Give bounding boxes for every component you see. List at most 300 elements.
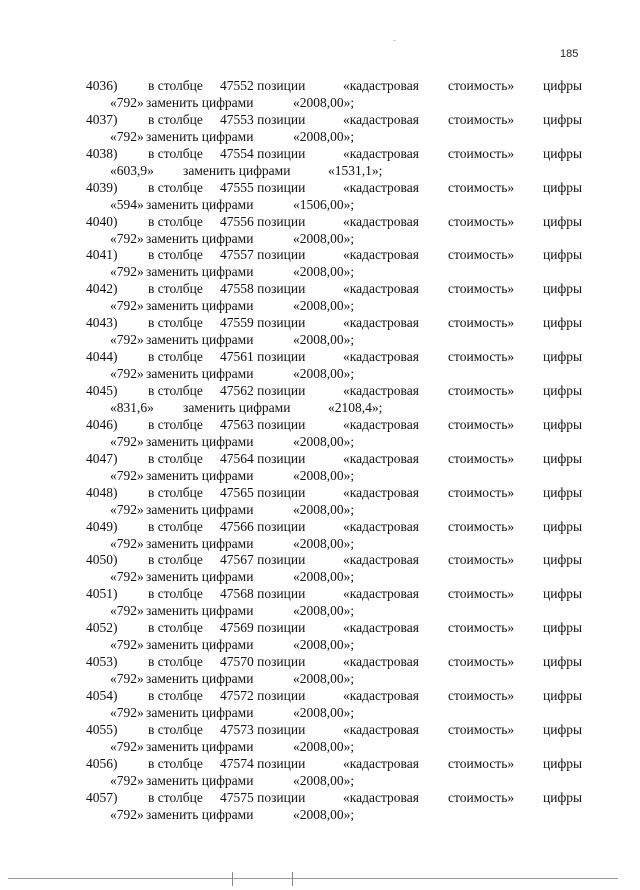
amendment-second-line [0,196,640,213]
cadastral-text: «кадастровая [343,789,419,805]
in-column-text: в столбце [148,450,203,466]
amendment-first-line [0,348,640,365]
amendment-first-line [0,280,640,297]
amendment-second-line [0,297,640,314]
new-value: «2008,00»; [293,569,355,585]
column-code: 47557 [220,247,254,263]
new-value: «1506,00»; [293,196,355,212]
amendment-first-line [0,450,640,467]
value-text: стоимость» [448,688,515,704]
position-text: позиции [257,484,306,500]
old-value: «792» [110,705,144,721]
in-column-text: в столбце [148,383,203,399]
old-value: «792» [110,366,144,382]
cadastral-text: «кадастровая [343,247,419,263]
amendment-item [0,382,640,416]
cadastral-text: «кадастровая [343,518,419,534]
amendment-first-line [0,518,640,535]
replace-text: заменить цифрами [146,264,254,280]
column-code: 47570 [220,654,254,670]
amendment-second-line [0,772,640,789]
value-text: стоимость» [448,755,515,771]
digits-text: цифры [543,145,583,161]
column-code: 47566 [220,518,254,534]
column-position-text [220,450,305,467]
column-position-text [220,382,305,399]
value-text: стоимость» [448,654,515,670]
replace-text: заменить цифрами [146,637,254,653]
new-value: «2008,00»; [293,603,355,619]
item-number: 4044) [86,349,118,365]
cadastral-text: «кадастровая [343,111,419,127]
column-code: 47562 [220,383,254,399]
amendment-item [0,314,640,348]
replace-text: заменить цифрами [146,569,254,585]
column-position-text [220,551,305,568]
old-value: «792» [110,298,144,314]
column-position-text [220,619,305,636]
position-text: позиции [257,383,306,399]
in-column-text: в столбце [148,179,203,195]
replace-text: заменить цифрами [146,128,254,144]
digits-text: цифры [543,78,583,93]
amendment-item [0,619,640,653]
replace-text: заменить цифрами [146,705,254,721]
new-value: «2008,00»; [293,705,355,721]
item-number: 4057) [86,789,118,805]
amendment-item [0,246,640,280]
new-value: «2008,00»; [293,467,355,483]
old-value: «792» [110,433,144,449]
replace-text: заменить цифрами [146,366,254,382]
amendment-item [0,484,640,518]
digits-text: цифры [543,789,583,805]
amendment-second-line [0,738,640,755]
amendment-item [0,280,640,314]
new-value: «1531,1»; [328,162,383,178]
replace-text: заменить цифрами [146,196,254,212]
amendment-first-line [0,551,640,568]
position-text: позиции [257,518,306,534]
cadastral-text: «кадастровая [343,688,419,704]
item-number: 4054) [86,688,118,704]
column-code: 47559 [220,315,254,331]
amendment-item [0,721,640,755]
column-position-text [220,280,305,297]
column-code: 47552 [220,78,254,93]
column-position-text [220,484,305,501]
amendment-first-line [0,789,640,806]
column-code: 47568 [220,586,254,602]
value-text: стоимость» [448,247,515,263]
value-text: стоимость» [448,586,515,602]
amendment-item [0,416,640,450]
amendment-second-line [0,670,640,687]
column-position-text [220,145,305,162]
replace-text: заменить цифрами [146,230,254,246]
digits-text: цифры [543,620,583,636]
old-value: «792» [110,264,144,280]
position-text: позиции [257,586,306,602]
position-text: позиции [257,247,306,263]
value-text: стоимость» [448,315,515,331]
amendment-second-line [0,602,640,619]
amendment-second-line [0,433,640,450]
amendment-second-line [0,331,640,348]
old-value: «792» [110,806,144,822]
cadastral-text: «кадастровая [343,586,419,602]
cadastral-text: «кадастровая [343,416,419,432]
column-position-text [220,789,305,806]
in-column-text: в столбце [148,755,203,771]
new-value: «2008,00»; [293,95,355,110]
in-column-text: в столбце [148,78,203,93]
digits-text: цифры [543,518,583,534]
replace-text: заменить цифрами [146,772,254,788]
position-text: позиции [257,620,306,636]
cadastral-text: «кадастровая [343,78,419,93]
position-text: позиции [257,145,306,161]
replace-text: заменить цифрами [146,332,254,348]
new-value: «2008,00»; [293,332,355,348]
old-value: «792» [110,467,144,483]
cadastral-text: «кадастровая [343,654,419,670]
cadastral-text: «кадастровая [343,552,419,568]
digits-text: цифры [543,721,583,737]
amendment-first-line [0,314,640,331]
amendment-second-line [0,704,640,721]
column-position-text [220,653,305,670]
amendment-second-line [0,806,640,823]
cadastral-text: «кадастровая [343,315,419,331]
item-number: 4045) [86,383,118,399]
column-position-text [220,721,305,738]
new-value: «2008,00»; [293,298,355,314]
new-value: «2008,00»; [293,501,355,517]
amendment-item [0,755,640,789]
amendment-second-line [0,501,640,518]
new-value: «2008,00»; [293,230,355,246]
column-code: 47565 [220,484,254,500]
digits-text: цифры [543,416,583,432]
column-code: 47555 [220,179,254,195]
amendment-second-line [0,568,640,585]
column-code: 47573 [220,721,254,737]
amendment-first-line [0,484,640,501]
item-number: 4052) [86,620,118,636]
column-code: 47558 [220,281,254,297]
in-column-text: в столбце [148,349,203,365]
position-text: позиции [257,78,306,93]
column-position-text [220,687,305,704]
amendment-second-line [0,230,640,247]
scan-mark [393,40,396,41]
amendment-second-line [0,636,640,653]
in-column-text: в столбце [148,552,203,568]
item-number: 4050) [86,552,118,568]
value-text: стоимость» [448,518,515,534]
cadastral-text: «кадастровая [343,755,419,771]
new-value: «2008,00»; [293,535,355,551]
column-position-text [220,416,305,433]
in-column-text: в столбце [148,688,203,704]
amendment-item [0,111,640,145]
amendment-item [0,551,640,585]
old-value: «792» [110,128,144,144]
digits-text: цифры [543,755,583,771]
digits-text: цифры [543,484,583,500]
old-value: «792» [110,569,144,585]
value-text: стоимость» [448,78,515,93]
in-column-text: в столбце [148,247,203,263]
amendment-first-line [0,585,640,602]
amendment-first-line [0,755,640,772]
column-position-text [220,348,305,365]
position-text: позиции [257,315,306,331]
amendment-item [0,653,640,687]
new-value: «2008,00»; [293,264,355,280]
item-number: 4043) [86,315,118,331]
position-text: позиции [257,552,306,568]
column-position-text [220,111,305,128]
value-text: стоимость» [448,721,515,737]
item-number: 4048) [86,484,118,500]
replace-text: заменить цифрами [183,162,291,178]
item-number: 4046) [86,416,118,432]
position-text: позиции [257,654,306,670]
in-column-text: в столбце [148,416,203,432]
amendment-first-line [0,687,640,704]
new-value: «2008,00»; [293,738,355,754]
amendment-item [0,687,640,721]
column-code: 47564 [220,450,254,466]
column-position-text [220,77,305,94]
value-text: стоимость» [448,383,515,399]
digits-text: цифры [543,450,583,466]
value-text: стоимость» [448,145,515,161]
column-code: 47567 [220,552,254,568]
new-value: «2008,00»; [293,806,355,822]
new-value: «2008,00»; [293,433,355,449]
footer-tick [292,872,293,886]
in-column-text: в столбце [148,789,203,805]
column-position-text [220,518,305,535]
column-position-text [220,213,305,230]
item-number: 4039) [86,179,118,195]
digits-text: цифры [543,247,583,263]
cadastral-text: «кадастровая [343,620,419,636]
amendment-first-line [0,179,640,196]
value-text: стоимость» [448,450,515,466]
position-text: позиции [257,213,306,229]
digits-text: цифры [543,315,583,331]
position-text: позиции [257,789,306,805]
position-text: позиции [257,450,306,466]
amendment-item [0,348,640,382]
position-text: позиции [257,688,306,704]
item-number: 4047) [86,450,118,466]
old-value: «792» [110,501,144,517]
amendment-item [0,789,640,823]
item-number: 4038) [86,145,118,161]
amendment-second-line [0,263,640,280]
position-text: позиции [257,179,306,195]
item-number: 4036) [86,78,118,93]
amendment-first-line [0,416,640,433]
amendment-second-line [0,365,640,382]
in-column-text: в столбце [148,518,203,534]
amendment-first-line [0,213,640,230]
replace-text: заменить цифрами [146,806,254,822]
page-number: 185 [560,48,579,60]
amendment-list [0,77,640,823]
amendment-item [0,585,640,619]
old-value: «792» [110,738,144,754]
amendment-first-line [0,145,640,162]
item-number: 4037) [86,111,118,127]
old-value: «792» [110,603,144,619]
value-text: стоимость» [448,349,515,365]
column-code: 47554 [220,145,254,161]
value-text: стоимость» [448,552,515,568]
replace-text: заменить цифрами [146,298,254,314]
replace-text: заменить цифрами [146,671,254,687]
in-column-text: в столбце [148,484,203,500]
in-column-text: в столбце [148,721,203,737]
old-value: «831,6» [110,400,154,416]
new-value: «2008,00»; [293,637,355,653]
old-value: «603,9» [110,162,154,178]
old-value: «792» [110,95,144,110]
column-code: 47572 [220,688,254,704]
replace-text: заменить цифрами [183,400,291,416]
cadastral-text: «кадастровая [343,179,419,195]
column-code: 47574 [220,755,254,771]
amendment-item [0,179,640,213]
item-number: 4056) [86,755,118,771]
old-value: «792» [110,637,144,653]
position-text: позиции [257,281,306,297]
column-position-text [220,585,305,602]
value-text: стоимость» [448,416,515,432]
old-value: «792» [110,671,144,687]
amendment-second-line [0,94,640,111]
digits-text: цифры [543,383,583,399]
amendment-first-line [0,382,640,399]
in-column-text: в столбце [148,586,203,602]
item-number: 4040) [86,213,118,229]
position-text: позиции [257,349,306,365]
digits-text: цифры [543,654,583,670]
cadastral-text: «кадастровая [343,484,419,500]
new-value: «2008,00»; [293,671,355,687]
new-value: «2108,4»; [328,400,383,416]
position-text: позиции [257,416,306,432]
new-value: «2008,00»; [293,366,355,382]
column-position-text [220,179,305,196]
column-code: 47556 [220,213,254,229]
replace-text: заменить цифрами [146,738,254,754]
amendment-item [0,213,640,247]
amendment-second-line [0,399,640,416]
old-value: «594» [110,196,144,212]
position-text: позиции [257,721,306,737]
replace-text: заменить цифрами [146,535,254,551]
value-text: стоимость» [448,789,515,805]
column-position-text [220,314,305,331]
value-text: стоимость» [448,281,515,297]
cadastral-text: «кадастровая [343,281,419,297]
position-text: позиции [257,755,306,771]
value-text: стоимость» [448,213,515,229]
digits-text: цифры [543,349,583,365]
replace-text: заменить цифрами [146,95,254,110]
column-code: 47561 [220,349,254,365]
item-number: 4053) [86,654,118,670]
value-text: стоимость» [448,179,515,195]
column-code: 47553 [220,111,254,127]
column-code: 47569 [220,620,254,636]
digits-text: цифры [543,111,583,127]
item-number: 4049) [86,518,118,534]
amendment-first-line [0,77,640,94]
value-text: стоимость» [448,484,515,500]
item-number: 4051) [86,586,118,602]
cadastral-text: «кадастровая [343,145,419,161]
in-column-text: в столбце [148,213,203,229]
replace-text: заменить цифрами [146,433,254,449]
in-column-text: в столбце [148,315,203,331]
column-position-text [220,755,305,772]
digits-text: цифры [543,281,583,297]
replace-text: заменить цифрами [146,603,254,619]
item-number: 4055) [86,721,118,737]
amendment-first-line [0,111,640,128]
column-position-text [220,246,305,263]
footer-rule [8,878,618,879]
item-number: 4042) [86,281,118,297]
amendment-first-line [0,619,640,636]
old-value: «792» [110,230,144,246]
amendment-item [0,518,640,552]
item-number: 4041) [86,247,118,263]
footer-tick [232,872,233,886]
cadastral-text: «кадастровая [343,721,419,737]
old-value: «792» [110,332,144,348]
amendment-first-line [0,246,640,263]
cadastral-text: «кадастровая [343,450,419,466]
in-column-text: в столбце [148,111,203,127]
position-text: позиции [257,111,306,127]
digits-text: цифры [543,552,583,568]
in-column-text: в столбце [148,281,203,297]
digits-text: цифры [543,179,583,195]
new-value: «2008,00»; [293,128,355,144]
in-column-text: в столбце [148,654,203,670]
replace-text: заменить цифрами [146,501,254,517]
digits-text: цифры [543,688,583,704]
in-column-text: в столбце [148,620,203,636]
amendment-second-line [0,535,640,552]
old-value: «792» [110,535,144,551]
value-text: стоимость» [448,111,515,127]
amendment-second-line [0,162,640,179]
value-text: стоимость» [448,620,515,636]
in-column-text: в столбце [148,145,203,161]
cadastral-text: «кадастровая [343,213,419,229]
amendment-item [0,145,640,179]
amendment-first-line [0,653,640,670]
